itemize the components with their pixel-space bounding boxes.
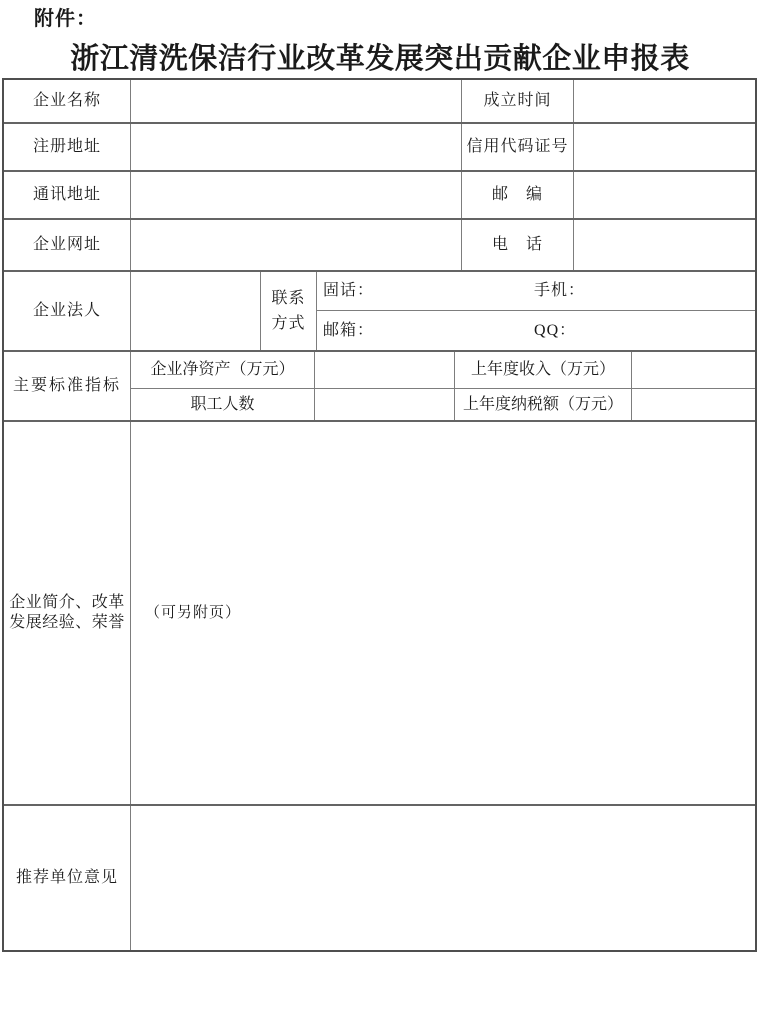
table-row [4, 220, 755, 272]
contact-detail-cell [317, 272, 755, 350]
table-row [4, 272, 755, 352]
table-row [4, 806, 755, 950]
email-field[interactable] [374, 311, 534, 350]
company-name-field[interactable] [131, 80, 462, 122]
contact-line-phone [317, 272, 755, 311]
table-row [4, 172, 755, 220]
tax-field[interactable] [632, 389, 755, 420]
credit-code-label: 信用代码证号 [462, 124, 574, 170]
recommendation-label: 推荐单位意见 [4, 806, 131, 950]
postal-code-field[interactable] [574, 172, 755, 218]
website-label: 企业网址 [4, 220, 131, 270]
page-title: 浙江清洗保洁行业改革发展突出贡献企业申报表 [70, 43, 690, 75]
website-field[interactable] [131, 220, 462, 270]
employees-label: 职工人数 [131, 389, 315, 420]
landline-field[interactable] [374, 272, 534, 310]
table-row [4, 352, 755, 422]
profile-note: （可另附页） [145, 604, 242, 621]
tax-label: 上年度纳税额（万元） [455, 389, 632, 420]
registered-address-field[interactable] [131, 124, 462, 170]
employees-field[interactable] [315, 389, 455, 420]
profile-field[interactable] [131, 422, 755, 804]
indicator-line-2 [131, 389, 755, 420]
establish-date-field[interactable] [574, 80, 755, 122]
net-assets-label: 企业净资产（万元） [131, 352, 315, 388]
contact-line-email [317, 311, 755, 350]
contact-method-label-line2: 方式 [271, 315, 306, 332]
landline-label: 固话： [323, 282, 375, 299]
mailing-address-field[interactable] [131, 172, 462, 218]
qq-label: QQ： [534, 321, 577, 339]
registered-address-label: 注册地址 [4, 124, 131, 170]
table-row [4, 80, 755, 124]
legal-person-label: 企业法人 [4, 272, 131, 350]
indicators-label: 主要标准指标 [4, 352, 131, 420]
indicator-line-1 [131, 352, 755, 389]
profile-label-line2: 发展经验、荣誉 [9, 614, 125, 631]
mailing-address-label: 通讯地址 [4, 172, 131, 218]
revenue-field[interactable] [632, 352, 755, 388]
phone-field[interactable] [574, 220, 755, 270]
company-name-label: 企业名称 [4, 80, 131, 122]
profile-label-line1: 企业简介、改革 [9, 594, 125, 611]
legal-person-field[interactable] [131, 272, 261, 350]
table-row [4, 124, 755, 172]
mobile-label: 手机： [534, 282, 586, 299]
profile-label [4, 422, 131, 804]
phone-label: 电 话 [462, 220, 574, 270]
contact-method-label [261, 272, 317, 350]
recommendation-field[interactable] [131, 806, 755, 950]
attachment-label: 附件： [34, 8, 97, 30]
net-assets-field[interactable] [315, 352, 455, 388]
qq-field[interactable] [576, 311, 755, 350]
mobile-field[interactable] [585, 272, 755, 310]
revenue-label: 上年度收入（万元） [455, 352, 632, 388]
indicators-cell [131, 352, 755, 420]
email-label: 邮箱： [323, 321, 375, 339]
application-form-table [2, 78, 757, 952]
contact-method-label-line1: 联系 [271, 290, 306, 307]
establish-date-label: 成立时间 [462, 80, 574, 122]
credit-code-field[interactable] [574, 124, 755, 170]
postal-code-label: 邮 编 [462, 172, 574, 218]
table-row [4, 422, 755, 806]
